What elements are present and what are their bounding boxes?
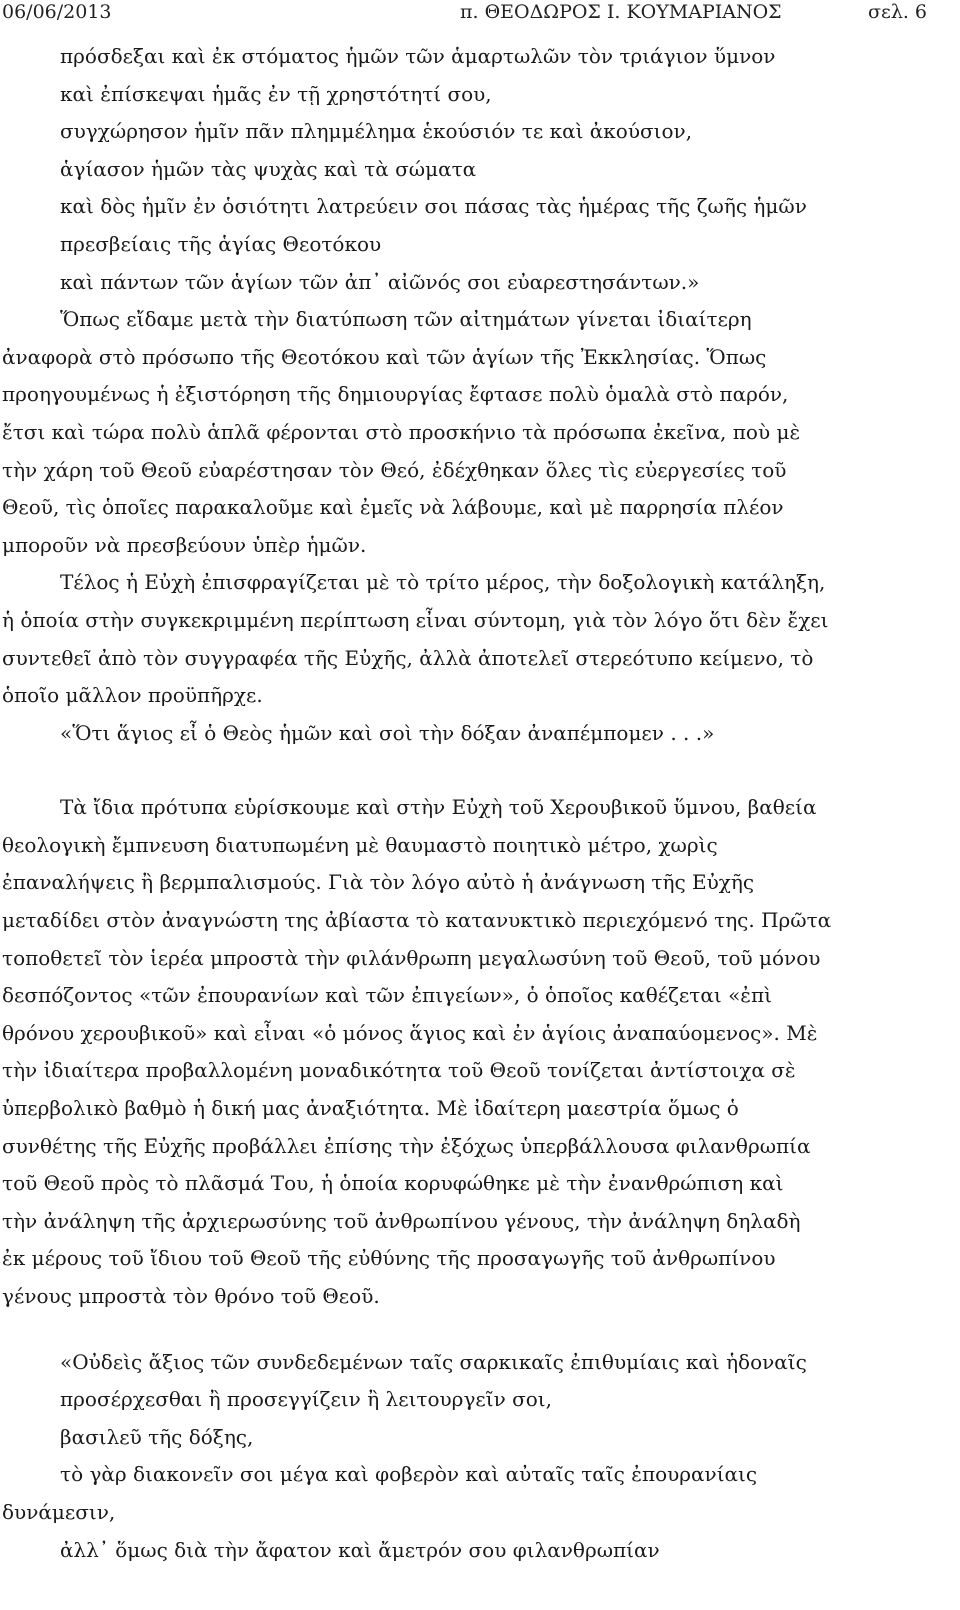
text-line: συγχώρησον ἡμῖν πᾶν πλημμέλημα ἑκούσιόν τε καὶ ἀκούσιον, — [60, 119, 693, 144]
text-line: ἀναφορὰ στὸ πρόσωπο τῆς Θεοτόκου καὶ τῶν ἁγίων τῆς Ἐκκλησίας. Ὅπως — [2, 344, 767, 369]
paragraph — [2, 789, 942, 1315]
text-line: καὶ πάντων τῶν ἁγίων τῶν ἀπ᾽ αἰῶνός σοι εὐαρεστησάντων.» — [60, 269, 700, 294]
text-line: τὸ γὰρ διακονεῖν σοι μέγα καὶ φοβερὸν καὶ αὐταῖς ταῖς ἐπουρανίαις — [60, 1462, 758, 1487]
text-line: μεταδίδει στὸν ἀναγνώστη της ἀβίαστα τὸ κατανυκτικὸ περιεχόμενό της. Πρῶτα — [2, 908, 832, 933]
text-line: τὴν ἰδιαίτερα προβαλλομένη μοναδικότητα τοῦ Θεοῦ τονίζεται ἀντίστοιχα σὲ — [2, 1058, 796, 1083]
text-line: θεολογικὴ ἔμπνευση διατυπωμένη μὲ θαυμαστὸ ποιητικὸ μέτρο, χωρὶς — [2, 832, 718, 857]
text-line: προηγουμένως ἡ ἐξιστόρηση τῆς δημιουργίας ἔφτασε πολὺ ὁμαλὰ στὸ παρόν, — [2, 382, 789, 407]
text-line: γένους μπροστὰ τὸν θρόνο τοῦ Θεοῦ. — [2, 1284, 380, 1308]
header-author: π. ΘΕΟΔΩΡΟΣ Ι. ΚΟΥΜΑΡΙΑΝΟΣ — [460, 1, 782, 23]
paragraph — [2, 564, 942, 714]
text-line: συντεθεῖ ἀπὸ τὸν συγγραφέα τῆς Εὐχῆς, ἀλλὰ ἀποτελεῖ στερεότυπο κείμενο, τὸ — [2, 645, 814, 670]
text-line: ἁγίασον ἡμῶν τὰς ψυχὰς καὶ τὰ σώματα — [60, 156, 477, 181]
text-line: Θεοῦ, τὶς ὁποῖες παρακαλοῦμε καὶ ἐμεῖς νὰ λάβουμε, καὶ μὲ παρρησία πλέον — [2, 495, 784, 520]
text-line: τοῦ Θεοῦ πρὸς τὸ πλᾶσμά Του, ἡ ὁποία κορυφώθηκε μὲ τὴν ἐνανθρώπιση καὶ — [2, 1171, 784, 1196]
paragraph — [2, 301, 942, 564]
text-line: ἔτσι καὶ τώρα πολὺ ἁπλᾶ φέρονται στὸ προσκήνιο τὰ πρόσωπα ἐκεῖνα, ποὺ μὲ — [2, 419, 801, 444]
text-line: θρόνου χερουβικοῦ» καὶ εἶναι «ὁ μόνος ἅγιος καὶ ἐν ἁγίοις ἀναπαύομενος». Μὲ — [2, 1020, 818, 1045]
text-line: τοποθετεῖ τὸν ἱερέα μπροστὰ τὴν φιλάνθρωπη μεγαλωσύνη τοῦ Θεοῦ, τοῦ μόνου — [2, 945, 821, 970]
text-line: προσέρχεσθαι ἢ προσεγγίζειν ἢ λειτουργεῖν σοι, — [60, 1387, 553, 1412]
text-line: τὴν χάρη τοῦ Θεοῦ εὐαρέστησαν τὸν Θεό, ἐδέχθηκαν ὅλες τὶς εὐεργεσίες τοῦ — [2, 457, 787, 482]
text-line: ἡ ὁποία στὴν συγκεκριμμένη περίπτωση εἶναι σύντομη, γιὰ τὸν λόγο ὅτι δὲν ἔχει — [2, 607, 829, 632]
page-header — [0, 0, 960, 28]
text-line: βασιλεῦ τῆς δόξης, — [60, 1424, 254, 1449]
doxology-quote: «Ὅτι ἅγιος εἶ ὁ Θεὸς ἡμῶν καὶ σοὶ τὴν δόξαν ἀναπέμπομεν . . .» — [60, 720, 715, 745]
text-line: ὑπερβολικὸ βαθμὸ ἡ δική μας ἀναξιότητα. Μὲ ἰδαίτερη μαεστρία ὅμως ὁ — [2, 1096, 739, 1121]
text-line: τὴν ἀνάληψη τῆς ἀρχιερωσύνης τοῦ ἀνθρωπίνου γένους, τὴν ἀνάληψη δηλαδὴ — [2, 1208, 801, 1233]
text-line: πρόσδεξαι καὶ ἐκ στόματος ἡμῶν τῶν ἁμαρτωλῶν τὸν τριάγιον ὕμνον — [60, 44, 776, 68]
header-date: 06/06/2013 — [2, 1, 112, 23]
text-line: Τέλος ἡ Εὐχὴ ἐπισφραγίζεται μὲ τὸ τρίτο μέρος, τὴν δοξολογικὴ κατάληξη, — [60, 570, 826, 595]
text-line: ἀλλ᾽ ὅμως διὰ τὴν ἄφατον καὶ ἄμετρόν σου φιλανθρωπίαν — [60, 1537, 660, 1562]
text-line: δεσπόζοντος «τῶν ἐπουρανίων καὶ τῶν ἐπιγείων», ὁ ὁποῖος καθέζεται «ἐπὶ — [2, 983, 773, 1008]
text-line: δυνάμεσιν, — [2, 1499, 116, 1524]
text-line: Ὅπως εἴδαμε μετὰ τὴν διατύπωση τῶν αἰτημάτων γίνεται ἰδιαίτερη — [60, 307, 752, 332]
text-line: καὶ ἐπίσκεψαι ἡμᾶς ἐν τῇ χρηστότητί σου, — [60, 81, 492, 106]
spacer — [2, 752, 942, 789]
text-line: ὁποῖο μᾶλλον προϋπῆρχε. — [2, 683, 263, 708]
prayer-excerpt — [2, 1344, 942, 1570]
header-page-number: σελ. 6 — [868, 1, 928, 23]
prayer-excerpt — [2, 38, 942, 301]
text-line: Τὰ ἴδια πρότυπα εὑρίσκουμε καὶ στὴν Εὐχὴ τοῦ Χερουβικοῦ ὕμνου, βαθεία — [60, 795, 817, 820]
text-line: πρεσβείαις τῆς ἁγίας Θεοτόκου — [60, 231, 382, 256]
document-body — [2, 38, 942, 1569]
text-line: ἐκ μέρους τοῦ ἴδιου τοῦ Θεοῦ τῆς εὐθύνης τῆς προσαγωγῆς τοῦ ἀνθρωπίνου — [2, 1246, 776, 1271]
spacer — [2, 1316, 942, 1344]
text-line: μποροῦν νὰ πρεσβεύουν ὑπὲρ ἡμῶν. — [2, 532, 367, 557]
text-line: συνθέτης τῆς Εὐχῆς προβάλλει ἐπίσης τὴν ἐξόχως ὑπερβάλλουσα φιλανθρωπία — [2, 1133, 811, 1158]
text-line: ἐπαναλήψεις ἢ βερμπαλισμούς. Γιὰ τὸν λόγο αὐτὸ ἡ ἀνάγνωση τῆς Εὐχῆς — [2, 870, 755, 895]
text-line: καὶ δὸς ἡμῖν ἐν ὁσιότητι λατρεύειν σοι πάσας τὰς ἡμέρας τῆς ζωῆς ἡμῶν — [60, 194, 807, 219]
text-line: «Οὐδεὶς ἄξιος τῶν συνδεδεμένων ταῖς σαρκικαῖς ἐπιθυμίαις καὶ ἡδοναῖς — [60, 1349, 807, 1374]
